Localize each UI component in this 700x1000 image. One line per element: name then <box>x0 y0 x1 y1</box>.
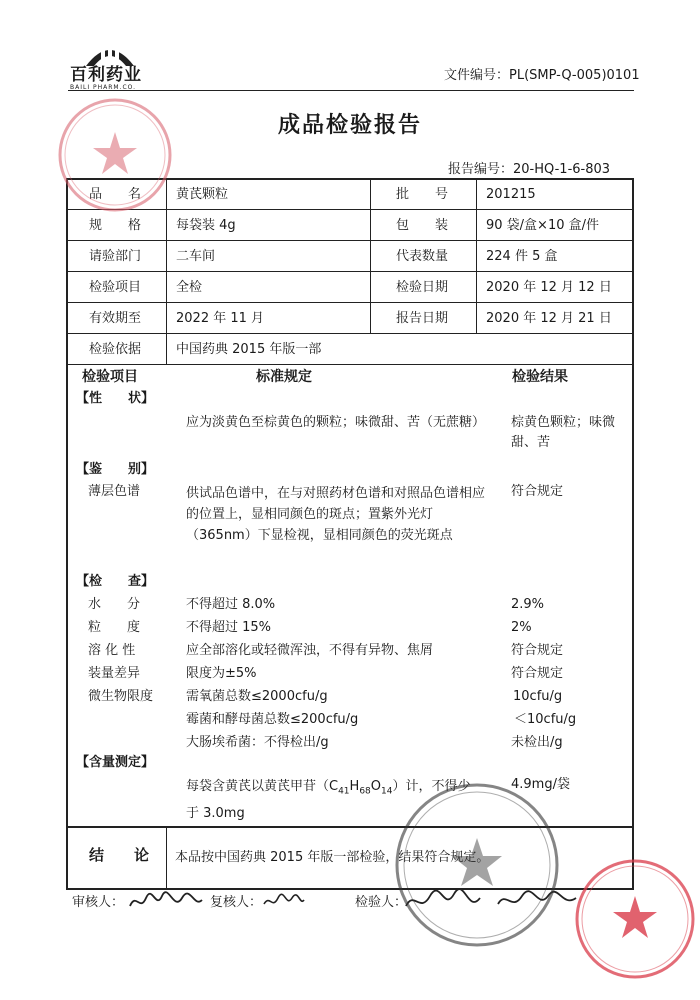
col-header-standard: 标准规定 <box>256 369 312 385</box>
col-header-item: 检验项目 <box>82 369 138 385</box>
item-weight: 装量差异 <box>88 666 141 681</box>
result-assay: 4.9mg/袋 <box>511 777 570 792</box>
value-basis: 中国药典 2015 年版一部 <box>176 342 322 357</box>
std-granule: 不得超过 15% <box>186 620 272 635</box>
recheck-label: 复核人： <box>210 895 263 910</box>
col-line <box>370 178 371 333</box>
label-expiry: 有效期至 <box>89 311 142 326</box>
value-dept: 二车间 <box>176 249 216 264</box>
table-border-right <box>632 178 634 890</box>
result-water: 2.9% <box>511 597 545 612</box>
value-test-item: 全检 <box>176 280 203 295</box>
header-divider <box>68 90 634 91</box>
section-appearance: 【性 状】 <box>76 391 155 406</box>
label-spec: 规 格 <box>89 218 142 233</box>
report-number: 报告编号：20-HQ-1-6-803 <box>448 162 611 177</box>
label-batch-no: 批 号 <box>396 187 449 202</box>
result-ecoli: 未检出/g <box>511 735 563 750</box>
subscript-41: 41 <box>338 786 350 797</box>
reviewer-signature <box>126 888 206 921</box>
col-line <box>166 826 167 889</box>
reviewer-label: 审核人： <box>72 895 125 910</box>
label-test-date: 检验日期 <box>396 280 449 295</box>
value-spec: 每袋装 4g <box>176 218 236 233</box>
row-line <box>66 364 634 365</box>
item-water: 水 分 <box>88 597 141 612</box>
section-identification: 【鉴 别】 <box>76 462 155 477</box>
value-test-date: 2020 年 12 月 12 日 <box>486 280 612 295</box>
conclusion-text: 本品按中国药典 2015 年版一部检验，结果符合规定。 <box>175 850 490 865</box>
value-quantity: 224 件 5 盒 <box>486 249 558 264</box>
dept-seal-stamp <box>572 856 698 982</box>
std-aerobic: 需氧菌总数≤2000cfu/g <box>186 689 328 704</box>
row-line <box>66 240 634 241</box>
std-assay-post: ）计，不得少于 3.0mg <box>186 779 471 821</box>
section-inspection: 【检 查】 <box>76 574 155 589</box>
value-product-name: 黄芪颗粒 <box>176 187 229 202</box>
value-batch-no: 201215 <box>486 187 536 202</box>
result-mold: ＜10cfu/g <box>514 712 577 727</box>
std-assay-pre: 每袋含黄芪以黄芪甲苷（C <box>186 779 339 794</box>
std-water: 不得超过 8.0% <box>186 597 276 612</box>
label-product-name: 品 名 <box>89 187 142 202</box>
recheck-signature <box>262 890 306 918</box>
conclusion-label: 结 论 <box>89 846 150 864</box>
page-title: 成品检验报告 <box>277 113 422 138</box>
file-number: 文件编号：PL(SMP-Q-005)0101 <box>444 68 640 83</box>
result-solubility: 符合规定 <box>511 643 564 658</box>
section-assay: 【含量测定】 <box>76 755 155 770</box>
subscript-68: 68 <box>359 786 371 797</box>
company-logo <box>70 40 150 91</box>
label-report-date: 报告日期 <box>396 311 449 326</box>
std-mold: 霉菌和酵母菌总数≤200cfu/g <box>186 712 359 727</box>
item-microbial: 微生物限度 <box>88 689 154 704</box>
result-tlc: 符合规定 <box>511 484 564 499</box>
company-name-cn: 百利药业 <box>70 65 142 85</box>
result-aerobic: 10cfu/g <box>513 689 563 704</box>
row-line <box>66 302 634 303</box>
value-package: 90 袋/盒×10 盒/件 <box>486 218 600 233</box>
label-package: 包 装 <box>396 218 449 233</box>
item-granule: 粒 度 <box>88 620 141 635</box>
std-solubility: 应全部溶化或轻微浑浊，不得有异物、焦屑 <box>186 643 434 658</box>
result-granule: 2% <box>511 620 532 635</box>
table-border-left <box>66 178 68 890</box>
result-appearance: 棕黄色颗粒；味微甜、苦 <box>511 415 616 450</box>
label-test-item: 检验项目 <box>89 280 142 295</box>
inspector-label: 检验人： <box>355 895 408 910</box>
quality-seal-stamp <box>392 780 562 950</box>
result-weight: 符合规定 <box>511 666 564 681</box>
label-basis: 检验依据 <box>89 342 142 357</box>
label-quantity: 代表数量 <box>396 249 449 264</box>
std-weight: 限度为±5% <box>186 666 257 681</box>
std-ecoli: 大肠埃希菌：不得检出/g <box>186 735 329 750</box>
row-line <box>66 271 634 272</box>
value-report-date: 2020 年 12 月 21 日 <box>486 311 612 326</box>
col-header-result: 检验结果 <box>512 369 568 385</box>
value-expiry: 2022 年 11 月 <box>176 311 265 326</box>
subscript-14: 14 <box>381 786 393 797</box>
item-solubility: 溶 化 性 <box>88 643 136 658</box>
logo-mark-icon <box>84 40 136 66</box>
formula-h: H <box>349 779 360 794</box>
item-tlc: 薄层色谱 <box>88 484 141 499</box>
std-appearance: 应为淡黄色至棕黄色的颗粒；味微甜、苦（无蔗糖） <box>186 415 486 430</box>
std-tlc: 供试品色谱中，在与对照药材色谱和对照品色谱相应的位置上，显相同颜色的斑点；置紫外光灯（365nm）下显检视，显相同颜色的荧光斑点 <box>186 486 486 543</box>
company-seal-stamp <box>56 96 174 214</box>
formula-o: O <box>370 779 381 794</box>
label-dept: 请验部门 <box>89 249 142 264</box>
col-line <box>476 178 477 333</box>
row-line <box>66 333 634 334</box>
company-name-en: BAILI PHARM.CO. <box>70 84 137 91</box>
